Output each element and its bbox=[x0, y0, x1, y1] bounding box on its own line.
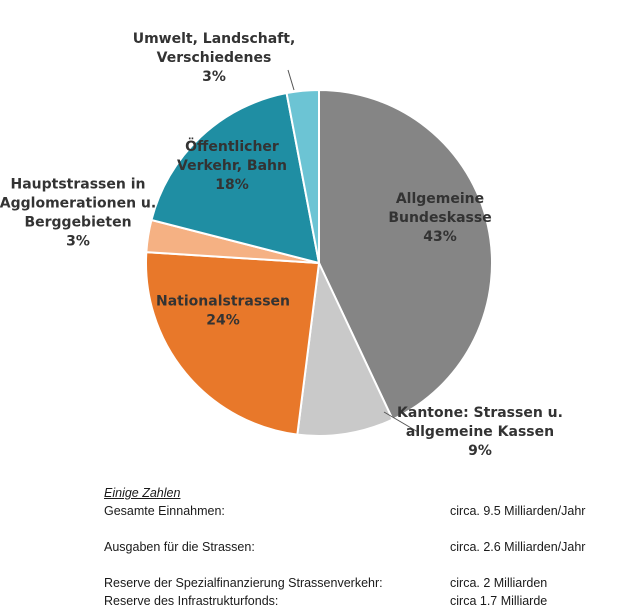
slice-label-line: Verkehr, Bahn bbox=[177, 158, 287, 174]
facts-label: Reserve des Infrastrukturfonds: bbox=[104, 594, 279, 608]
slice-label-line: Nationalstrassen bbox=[156, 293, 290, 310]
facts-value: circa. 2.6 Milliarden/Jahr bbox=[450, 540, 586, 554]
leader-line-umwelt bbox=[288, 70, 294, 90]
slice-percent: 3% bbox=[66, 233, 90, 250]
slice-label-line: Umwelt, Landschaft, bbox=[132, 31, 296, 47]
slice-label-line: Agglomerationen u. bbox=[0, 195, 157, 212]
facts-value: circa 1.7 Milliarde bbox=[450, 594, 548, 608]
slice-label-haupt bbox=[0, 177, 156, 250]
slice-percent: 24% bbox=[206, 312, 240, 329]
slice-label-umwelt bbox=[133, 31, 296, 85]
slice-label-line: allgemeine Kassen bbox=[405, 424, 555, 440]
facts-panel bbox=[104, 484, 624, 610]
pie-slice-national bbox=[146, 252, 319, 435]
facts-row-ausgaben bbox=[104, 538, 624, 556]
facts-row-reserve-fonds bbox=[104, 592, 624, 610]
facts-value: circa. 2 Milliarden bbox=[450, 576, 548, 590]
facts-label: Gesamte Einnahmen: bbox=[104, 504, 225, 518]
slice-label-line: Berggebieten bbox=[24, 214, 132, 231]
facts-label: Reserve der Spezialfinanzierung Strassenverkehr: bbox=[104, 576, 383, 590]
slice-percent: 9% bbox=[468, 443, 492, 459]
facts-label: Ausgaben für die Strassen: bbox=[104, 540, 255, 554]
slice-label-line: Bundeskasse bbox=[388, 210, 492, 226]
slice-label-line: Hauptstrassen in bbox=[10, 176, 146, 193]
slice-label-line: Öffentlicher bbox=[185, 139, 279, 155]
slice-percent: 43% bbox=[423, 229, 457, 245]
facts-row-reserve-spezial bbox=[104, 574, 624, 592]
slice-label-line: Allgemeine bbox=[395, 191, 485, 207]
facts-row-einnahmen bbox=[104, 502, 624, 520]
slice-label-line: Kantone: Strassen u. bbox=[397, 405, 563, 421]
slice-percent: 18% bbox=[215, 177, 249, 193]
slice-percent: 3% bbox=[202, 69, 226, 85]
slice-label-line: Verschiedenes bbox=[156, 50, 272, 66]
slice-label-kantone bbox=[397, 405, 563, 459]
facts-value: circa. 9.5 Milliarden/Jahr bbox=[450, 504, 586, 518]
facts-title: Einige Zahlen bbox=[104, 486, 181, 500]
